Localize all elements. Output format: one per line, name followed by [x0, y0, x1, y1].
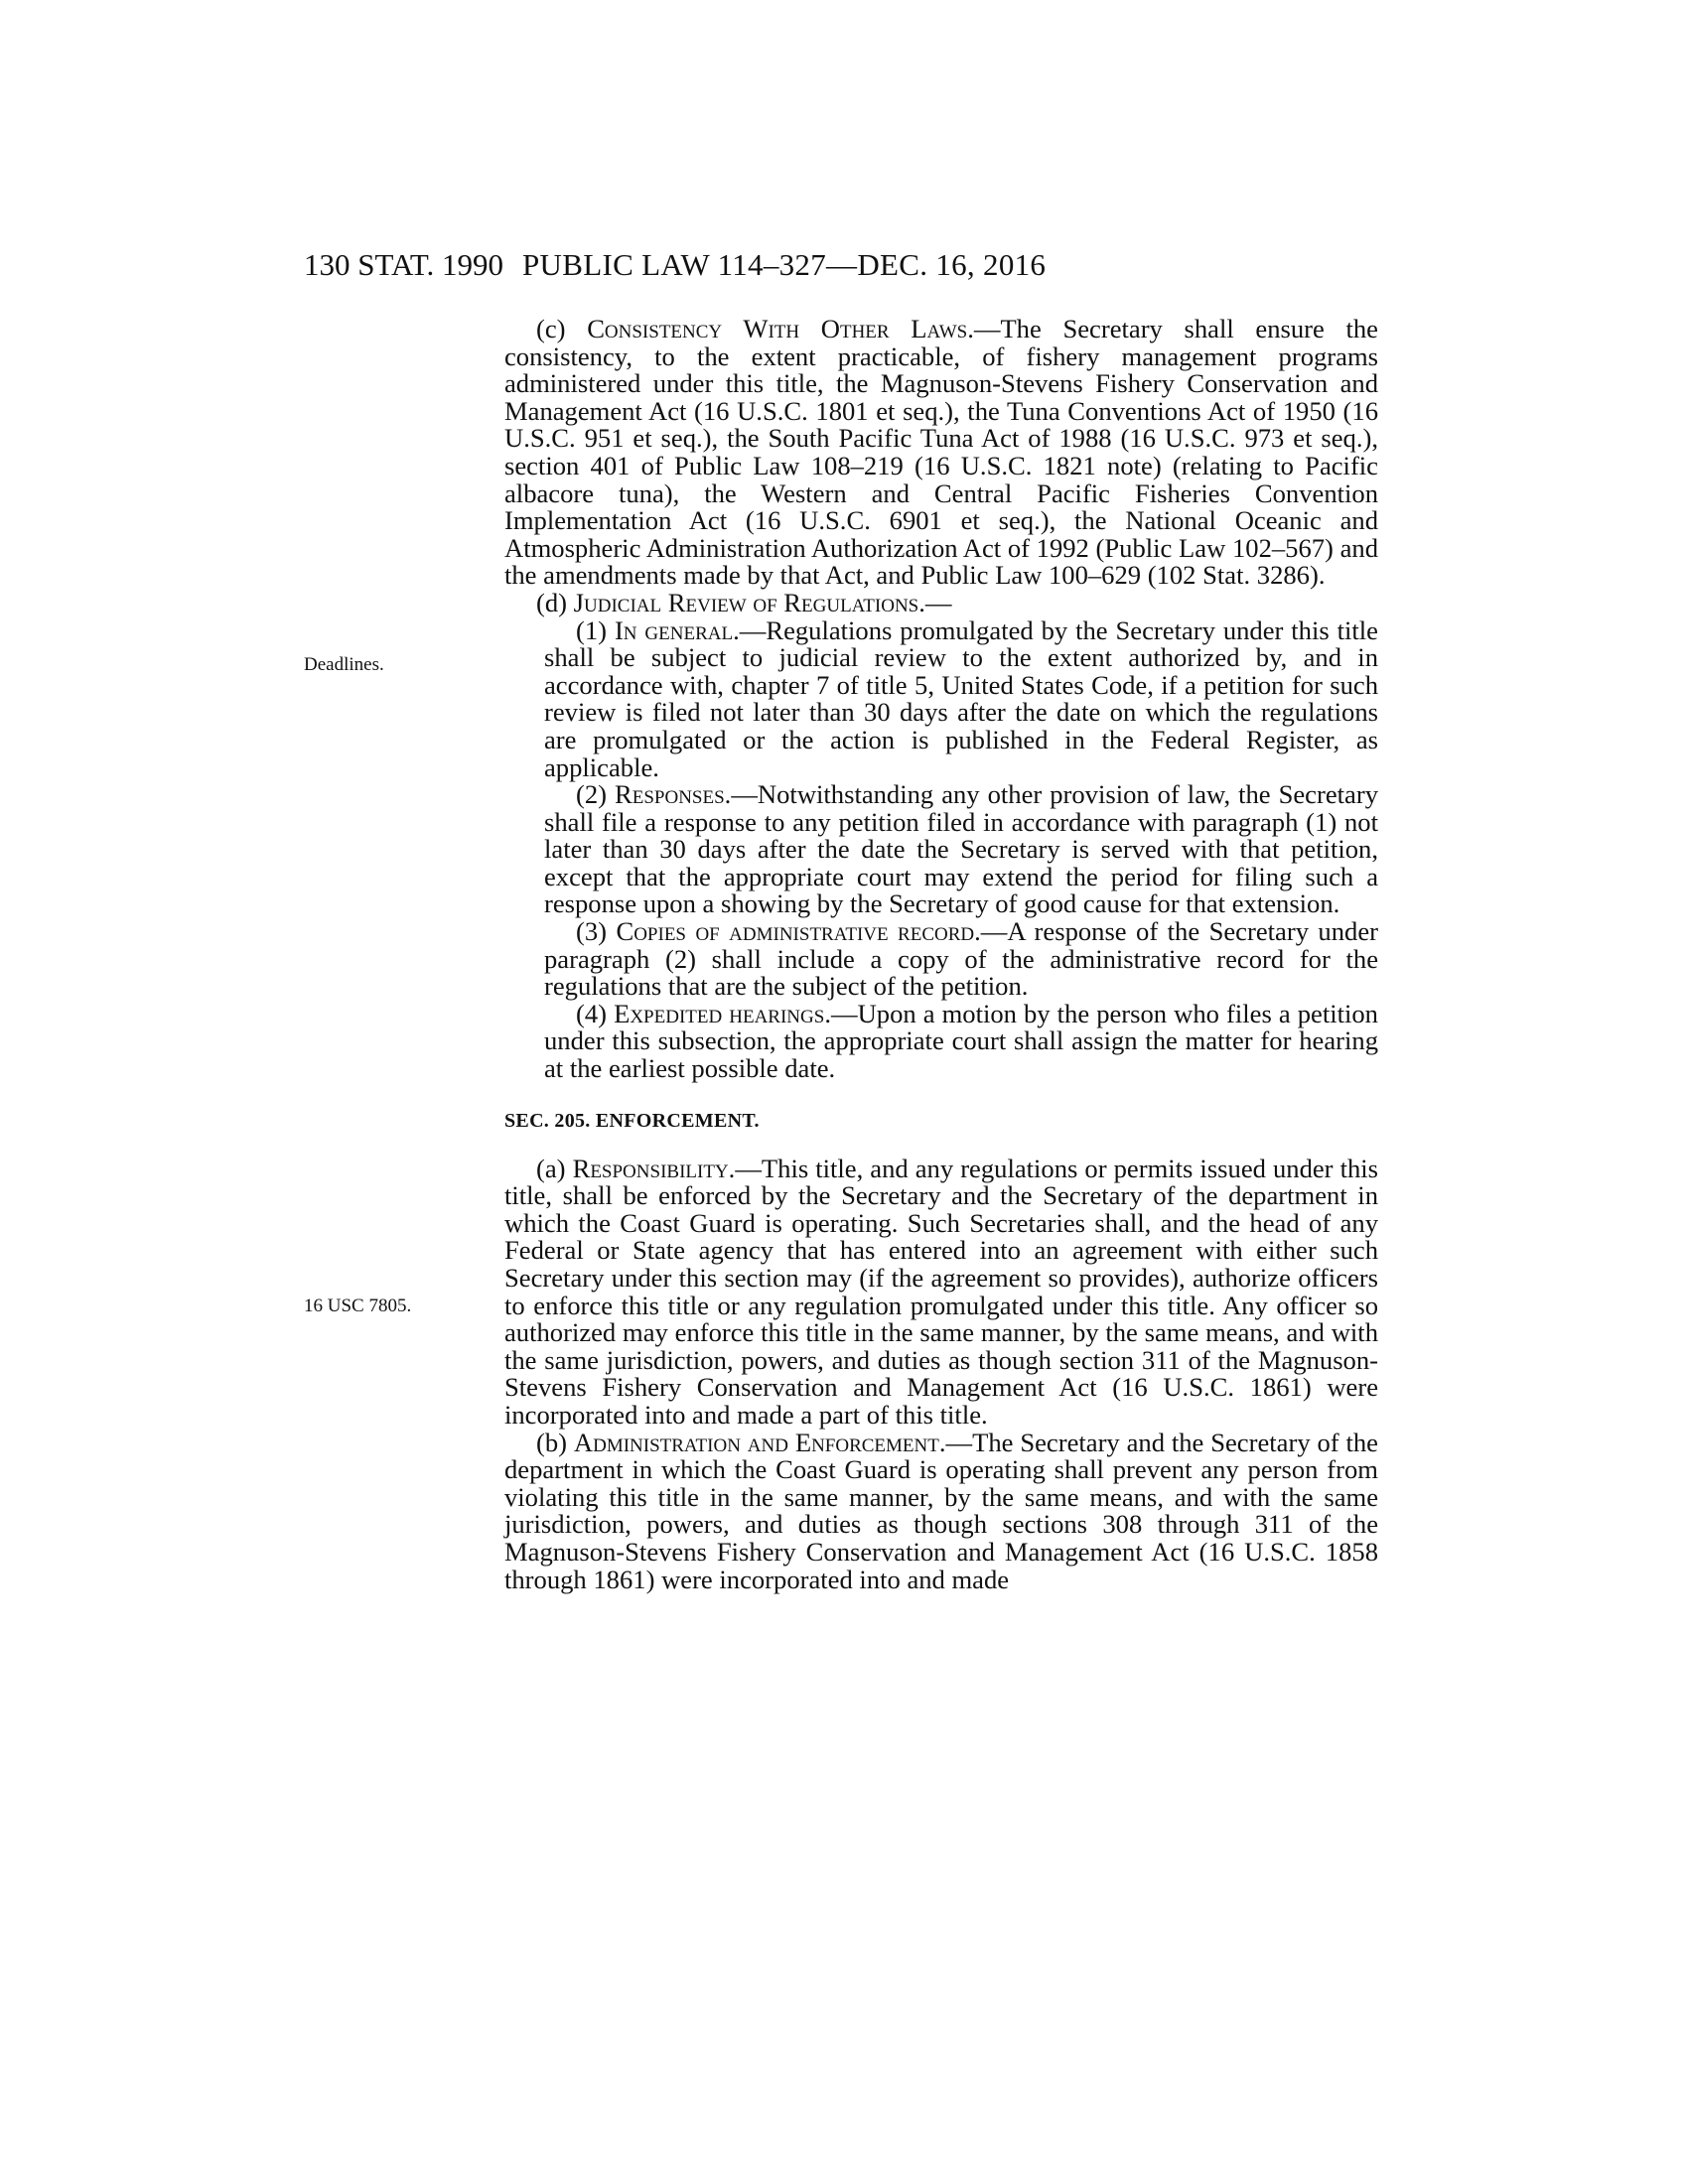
stat-page-number: 130 STAT. 1990 — [304, 247, 504, 282]
margin-note-deadlines: Deadlines. — [304, 654, 384, 675]
subsection-b-label: (b) — [536, 1427, 568, 1457]
subsection-205-a — [504, 1153, 1378, 1430]
subsection-d — [504, 587, 1378, 617]
paragraph-d2 — [544, 781, 1378, 918]
subsection-b-heading: Administration and Enforcement. — [573, 1427, 946, 1457]
paragraph-heading: Expedited hearings. — [614, 998, 831, 1028]
subsection-d-label: (d) — [536, 587, 568, 617]
subsection-c-text: —The Secretary shall ensure the consistency, to the extent practicable, of fishery management programs administered under this title, the Magnuson-Stevens Fishery Conservation and Management Act (16 U.S.C. 1801 et seq.), the Tuna Conventions Act of 1950 (16 U.S.C. 951 et seq.), the South Pacific Tuna Act of 1988 (16 U.S.C. 973 et seq.), section 401 of Public Law 108–219 (16 U.S.C. 1821 note) (relating to Pacific albacore tuna), the Western and Central Pacific Fisheries Convention Implementation Act (16 U.S.C. 6901 et seq.), the National Oceanic and Atmospheric Administration Authorization Act of 1992 (Public Law 102–567) and the amendments made by that Act, and Public Law 100–629 (102 Stat. 3286). — [504, 314, 1378, 591]
paragraph-d1 — [544, 614, 1378, 782]
public-law-title: PUBLIC LAW 114–327—DEC. 16, 2016 — [522, 247, 1047, 282]
subsection-a-text: —This title, and any regulations or permits issued under this title, shall be enforced by the Secretary and the Secretary of the department in which the Coast Guard is operating. Such Secretaries shall, and the head of any Federal or State agency that has entered into an agreement with either such Secretary under this section may (if the agreement so provides), authorize officers to enforce this title or any regulation promulgated under this title. Any officer so authorized may enforce this title in the same manner, by the same means, and with the same jurisdiction, powers, and duties as though section 311 of the Magnuson-Stevens Fishery Conservation and Management Act (16 U.S.C. 1861) were incorporated into and made a part of this title. — [504, 1153, 1378, 1430]
paragraph-label: (4) — [576, 998, 608, 1028]
paragraph-label: (3) — [576, 916, 608, 947]
subsection-205-b — [504, 1427, 1378, 1594]
paragraph-text: —A response of the Secretary under paragraph (2) shall include a copy of the administrative record for the regulations that are the subject of the petition. — [544, 916, 1378, 1002]
subsection-c-heading: Consistency With Other Laws. — [587, 314, 974, 343]
body-text — [504, 316, 1378, 1593]
paragraph-heading: Copies of administrative record. — [616, 916, 981, 947]
paragraph-text: —Upon a motion by the person who files a petition under this subsection, the appropriate court shall assign the matter for hearing at the earliest possible date. — [544, 998, 1378, 1084]
paragraph-label: (1) — [576, 614, 608, 645]
subsection-c — [504, 316, 1378, 590]
paragraph-d4 — [544, 998, 1378, 1084]
subsection-a-heading: Responsibility. — [572, 1153, 736, 1183]
paragraph-heading: Responses. — [615, 779, 732, 810]
subsection-b-text: —The Secretary and the Secretary of the department in which the Coast Guard is operating shall prevent any person from violating this title in the same manner, by the same means, and with the same jurisdiction, powers, and duties as though sections 308 through 311 of the Magnuson-Stevens Fishery Conservation and Management Act (16 U.S.C. 1858 through 1861) were incorporated into and made — [504, 1427, 1378, 1594]
paragraph-d3 — [544, 918, 1378, 1001]
subsection-a-label: (a) — [536, 1153, 566, 1183]
subsection-d-heading: Judicial Review of Regulations. — [573, 587, 925, 617]
subsection-d-dash: — — [924, 587, 952, 617]
paragraph-heading: In general. — [614, 614, 740, 645]
margin-note-usc: 16 USC 7805. — [304, 1296, 412, 1316]
section-205-heading: SEC. 205. ENFORCEMENT. — [504, 1109, 760, 1132]
paragraph-label: (2) — [576, 779, 608, 810]
paragraph-text: —Regulations promulgated by the Secretary under this title shall be subject to judicial review to the extent authorized by, and in accordance with, chapter 7 of title 5, United States Code, if a petition for such review is filed not later than 30 days after the date on which the regulations are promulgated or the action is published in the Federal Register, as applicable. — [544, 614, 1378, 782]
subsection-c-label: (c) — [536, 314, 566, 343]
paragraph-text: —Notwithstanding any other provision of law, the Secretary shall file a response to any petition filed in accordance with paragraph (1) not later than 30 days after the date the Secretary is served with that petition, except that the appropriate court may extend the period for filing such a response upon a showing by the Secretary of good cause for that extension. — [544, 779, 1378, 919]
running-header — [304, 243, 1376, 287]
